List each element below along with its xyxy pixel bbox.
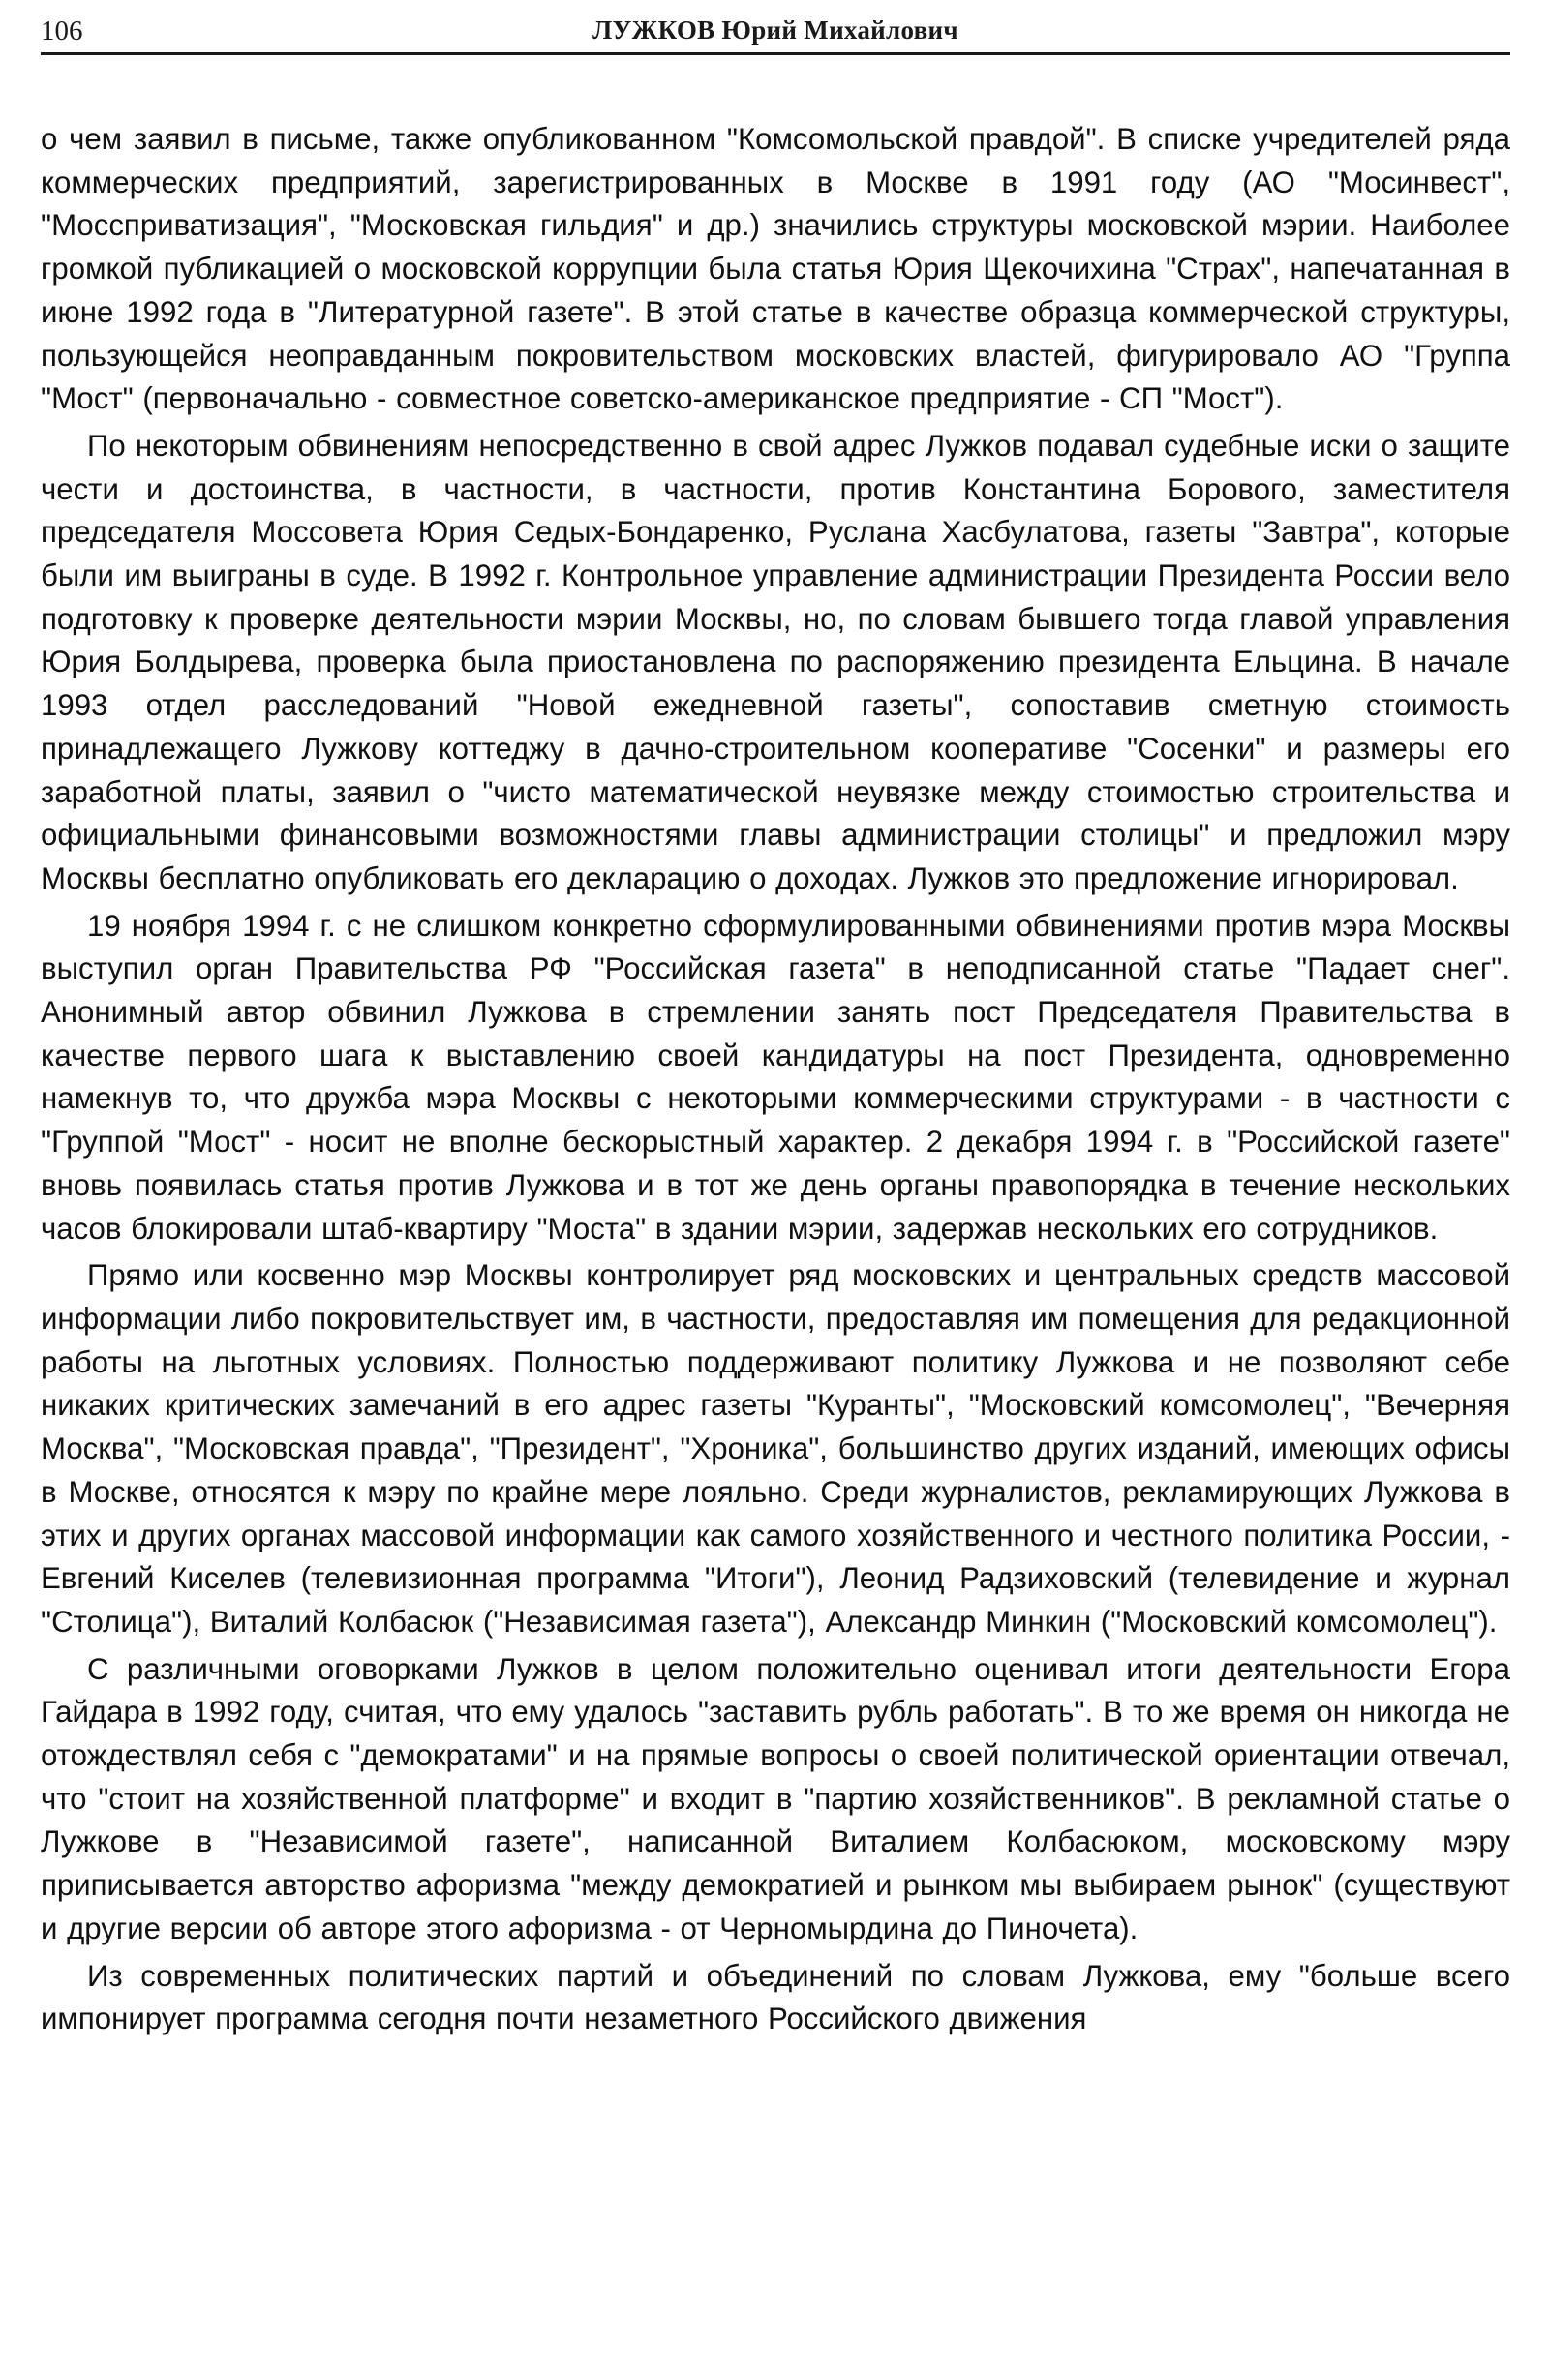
paragraph-3: 19 ноября 1994 г. с не слишком конкретно сформулированными обвинениями против мэра Москвы выступил орган Правительства РФ "Российская газета" в неподписанной статье "Падает снег". Анонимный автор обвинил Лужкова в стремлении занять пост Председателя Правительства в качестве первого шага к выставлению своей кандидатуры на пост Президента, одновременно намекнув то, что дружба мэра Москвы с некоторыми коммерческими структурами - в частности с "Группой "Мост" - носит не вполне бескорыстный характер. 2 декабря 1994 г. в "Российской газете" вновь появилась статья против Лужкова и в тот же день органы правопорядка в течение нескольких часов блокировали штаб-квартиру "Моста" в здании мэрии, задержав нескольких его сотрудников. [41, 908, 1510, 1246]
running-header [41, 14, 1510, 55]
running-title: ЛУЖКОВ Юрий Михайлович [592, 15, 958, 45]
paragraph-1-continuation: о чем заявил в письме, также опубликованном "Комсомольской правдой". В списке учредителей ряда коммерческих предприятий, зарегистрированных в Москве в 1991 году (АО "Мосинвест", "Моссприватизация", "Московская гильдия" и др.) значились структуры московской мэрии. Наиболее громкой публикацией о московской коррупции была статья Юрия Щекочихина "Страх", напечатанная в июне 1992 года в "Литературной газете". В этой статье в качестве образца коммерческой структуры, пользующейся неоправданным покровительством московских властей, фигурировало АО "Группа "Мост" (первоначально - совместное советско-американское предприятие - СП "Мост"). [41, 122, 1510, 416]
paragraph-4: Прямо или косвенно мэр Москвы контролирует ряд московских и центральных средств массовой информации либо покровительствует им, в частности, предоставляя им помещения для редакционной работы на льготных условиях. Полностью поддерживают политику Лужкова и не позволяют себе никаких критических замечаний в его адрес газеты "Куранты", "Московский комсомолец", "Вечерняя Москва", "Московская правда", "Президент", "Хроника", большинство других изданий, имеющих офисы в Москве, относятся к мэру по крайне мере лояльно. Среди журналистов, рекламирующих Лужкова в этих и других органах массовой информации как самого хозяйственного и честного политика России, - Евгений Киселев (телевизионная программа "Итоги"), Леонид Радзиховский (телевидение и журнал "Столица"), Виталий Колбасюк ("Независимая газета"), Александр Минкин ("Московский комсомолец"). [41, 1258, 1510, 1639]
article-body [41, 118, 1510, 2041]
paragraph-2: По некоторым обвинениям непосредственно в свой адрес Лужков подавал судебные иски о защите чести и достоинства, в частности, в частности, против Константина Борового, заместителя председателя Моссовета Юрия Седых-Бондаренко, Руслана Хасбулатова, газеты "Завтра", которые были им выиграны в суде. В 1992 г. Контрольное управление администрации Президента России вело подготовку к проверке деятельности мэрии Москвы, но, по словам бывшего тогда главой управления Юрия Болдырева, проверка была приостановлена по распоряжению президента Ельцина. В начале 1993 отдел расследований "Новой ежедневной газеты", сопоставив сметную стоимость принадлежащего Лужкову коттеджу в дачно-строительном кооперативе "Сосенки" и размеры его заработной платы, заявил о "чисто математической неувязке между стоимостью строительства и официальными финансовыми возможностями главы администрации столицы" и предложил мэру Москвы бесплатно опубликовать его декларацию о доходах. Лужков это предложение игнорировал. [41, 428, 1510, 895]
page-number: 106 [41, 15, 83, 46]
paragraph-5: С различными оговорками Лужков в целом положительно оценивал итоги деятельности Егора Гайдара в 1992 году, считая, что ему удалось "заставить рубль работать". В то же время он никогда не отождествлял себя с "демократами" и на прямые вопросы о своей политической ориентации отвечал, что "стоит на хозяйственной платформе" и входит в "партию хозяйственников". В рекламной статье о Лужкове в "Независимой газете", написанной Виталием Колбасюком, московскому мэру приписывается авторство афоризма "между демократией и рынком мы выбираем рынок" (существуют и другие версии об авторе этого афоризма - от Черномырдина до Пиночета). [41, 1651, 1510, 1945]
paragraph-6: Из современных политических партий и объединений по словам Лужкова, ему "больше всего импонирует программа сегодня почти незаметного Российского движения [41, 1958, 1510, 2036]
